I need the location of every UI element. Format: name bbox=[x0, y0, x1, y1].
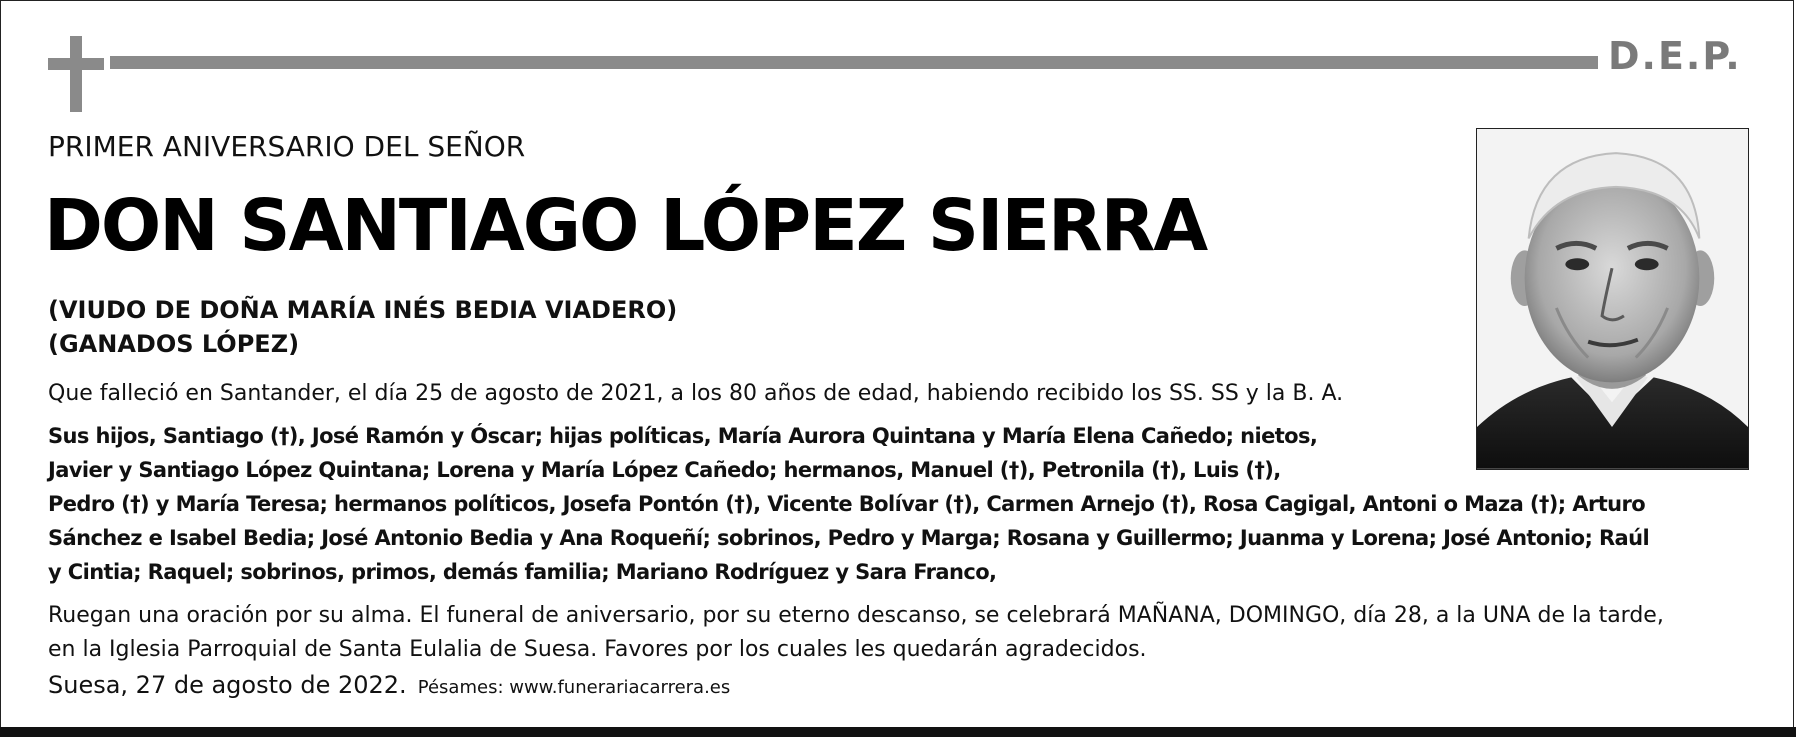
condolences-link[interactable]: Pésames: www.funerariacarrera.es bbox=[417, 677, 731, 698]
subtitle-widower: (VIUDO DE DOÑA MARÍA INÉS BEDIA VIADERO) bbox=[48, 296, 678, 324]
family-line: Sus hijos, Santiago (†), José Ramón y Óscar; hijas políticas, María Aurora Quintana y María Elena Cañedo; nietos, bbox=[48, 424, 1318, 448]
family-line: Sánchez e Isabel Bedia; José Antonio Bedia y Ana Roqueñí; sobrinos, Pedro y Marga; Rosana y Guillermo; Juanma y Lorena; José Antonio; Raúl bbox=[48, 526, 1650, 550]
closing-line: en la Iglesia Parroquial de Santa Eulalia de Suesa. Favores por los cuales les quedarán agradecidos. bbox=[48, 637, 1147, 662]
bottom-rule bbox=[0, 727, 1796, 737]
family-line: Pedro (†) y María Teresa; hermanos políticos, Josefa Pontón (†), Vicente Bolívar (†), Carmen Arnejo (†), Rosa Cagigal, Antoni o Maza (†); Arturo bbox=[48, 492, 1646, 516]
closing-line: Ruegan una oración por su alma. El funeral de aniversario, por su eterno descanso, se celebrará MAÑANA, DOMINGO, día 28, a la UNA de la tarde, bbox=[48, 603, 1664, 628]
family-line: Javier y Santiago López Quintana; Lorena y María López Cañedo; hermanos, Manuel (†), Petronila (†), Luis (†), bbox=[48, 458, 1281, 482]
portrait-photo bbox=[1476, 128, 1749, 470]
cross-icon bbox=[48, 36, 104, 112]
place-date: Suesa, 27 de agosto de 2022. bbox=[48, 671, 407, 699]
intro-text: Que falleció en Santander, el día 25 de agosto de 2021, a los 80 años de edad, habiendo recibido los SS. SS y la B. A. bbox=[48, 381, 1344, 406]
subtitle-business: (GANADOS LÓPEZ) bbox=[48, 330, 300, 358]
notice-kicker: PRIMER ANIVERSARIO DEL SEÑOR bbox=[48, 130, 526, 163]
family-line: y Cintia; Raquel; sobrinos, primos, demás familia; Mariano Rodríguez y Sara Franco, bbox=[48, 560, 997, 584]
footer bbox=[48, 671, 730, 699]
closing-text bbox=[48, 599, 1664, 667]
family-list bbox=[48, 419, 1649, 589]
deceased-name: DON SANTIAGO LÓPEZ SIERRA bbox=[44, 184, 1207, 267]
dep-label: D.E.P. bbox=[1608, 34, 1742, 78]
header-rule bbox=[110, 56, 1598, 69]
